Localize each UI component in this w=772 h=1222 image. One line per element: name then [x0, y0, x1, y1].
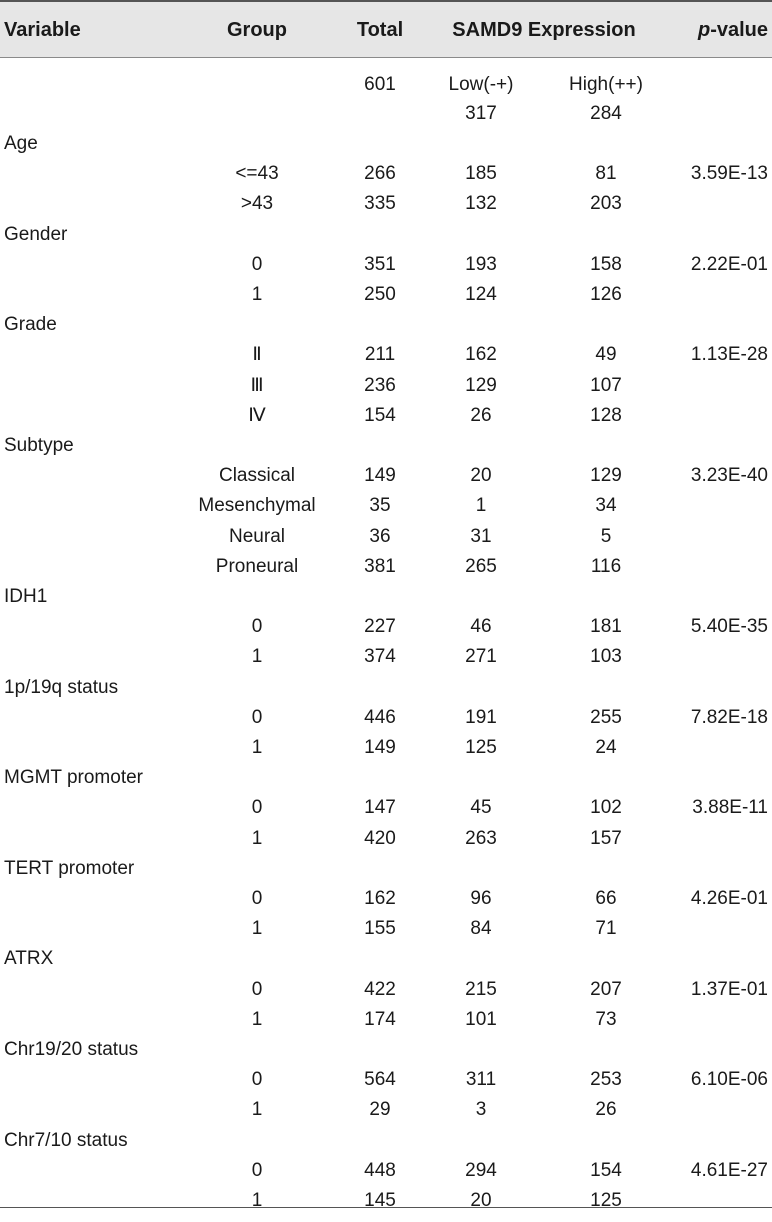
- cell-group: 0: [251, 797, 263, 819]
- summary-low-label: Low(-+): [448, 74, 514, 95]
- cell-low: 20: [470, 465, 492, 487]
- table-row: [0, 703, 772, 733]
- table-row: [0, 250, 772, 280]
- cell-p-value: 3.23E-40: [690, 465, 768, 487]
- header-total: Total: [356, 19, 404, 41]
- cell-group: 1: [251, 827, 263, 849]
- cell-p-value: 3.59E-13: [690, 163, 768, 185]
- summary-low-count: 317: [465, 103, 497, 124]
- cell-low: 294: [465, 1159, 497, 1181]
- cell-high: 26: [595, 1099, 617, 1121]
- cell-total: 174: [364, 1008, 396, 1030]
- cell-group: 1: [251, 1099, 263, 1121]
- table-row: [0, 1095, 772, 1125]
- table-row: [0, 552, 772, 582]
- cell-p-value: 7.82E-18: [690, 706, 768, 728]
- cell-total: 211: [364, 344, 396, 366]
- cell-high: 102: [590, 797, 622, 819]
- cell-high: 255: [590, 706, 622, 728]
- cell-variable: Gender: [4, 223, 68, 245]
- cell-total: 162: [364, 888, 396, 909]
- cell-high: 103: [590, 646, 622, 668]
- cell-total: 374: [364, 646, 396, 668]
- table-row: [0, 824, 772, 854]
- cell-low: 162: [465, 344, 497, 366]
- table-row: [0, 1126, 772, 1156]
- table-row: [0, 280, 772, 310]
- cell-total: 36: [369, 525, 391, 547]
- summary-row-totals: [0, 70, 772, 100]
- cell-high: 154: [590, 1159, 622, 1181]
- cell-p-value: 5.40E-35: [690, 616, 768, 638]
- table-row: [0, 401, 772, 431]
- cell-variable: Chr19/20 status: [4, 1039, 139, 1060]
- cell-total: 147: [364, 797, 396, 819]
- table-row: [0, 884, 772, 914]
- table-row: [0, 1005, 772, 1035]
- cell-p-value: 4.26E-01: [690, 888, 768, 909]
- cell-low: 1: [475, 495, 487, 517]
- cell-total: 564: [364, 1069, 396, 1091]
- cell-high: 203: [590, 193, 622, 215]
- table-row: [0, 340, 772, 370]
- cell-group: >43: [240, 193, 274, 215]
- table-row: [0, 129, 772, 159]
- cell-group: Ⅱ: [252, 344, 262, 366]
- cell-variable: Age: [4, 133, 38, 154]
- cell-high: 107: [590, 374, 622, 396]
- cell-group: 1: [251, 646, 263, 668]
- cell-total: 381: [364, 555, 396, 577]
- header-expression: SAMD9 Expression: [452, 19, 636, 41]
- cell-low: 125: [465, 737, 497, 758]
- cell-group: 1: [251, 1008, 263, 1030]
- cell-group: 0: [251, 978, 263, 1000]
- cell-p-value: 3.88E-11: [692, 797, 768, 819]
- cell-variable: MGMT promoter: [4, 767, 144, 789]
- cell-total: 145: [364, 1190, 396, 1211]
- cell-group: 0: [251, 1069, 263, 1091]
- cell-low: 193: [465, 253, 497, 275]
- cell-high: 207: [590, 978, 622, 1000]
- cell-total: 149: [364, 737, 396, 758]
- table-bottom-rule: [0, 1207, 772, 1208]
- header-p-value: [698, 2, 768, 58]
- cell-p-value: 6.10E-06: [690, 1069, 768, 1091]
- table-row: [0, 522, 772, 552]
- table-row: [0, 159, 772, 189]
- table-row: [0, 431, 772, 461]
- header-group: Group: [227, 19, 287, 41]
- cell-high: 49: [595, 344, 617, 366]
- header-variable: Variable: [4, 19, 81, 41]
- cell-group: Mesenchymal: [198, 495, 316, 517]
- cell-low: 124: [465, 284, 497, 305]
- table-row: [0, 1035, 772, 1065]
- cell-group: Ⅳ: [248, 404, 266, 426]
- table-row: [0, 763, 772, 793]
- cell-group: 1: [251, 284, 263, 305]
- table-row: [0, 491, 772, 521]
- cell-high: 253: [590, 1069, 622, 1091]
- summary-row-counts: [0, 99, 772, 129]
- table-header: [0, 0, 772, 58]
- cell-low: 31: [470, 525, 492, 547]
- cell-low: 311: [465, 1069, 497, 1091]
- cell-high: 158: [590, 253, 622, 275]
- header-p-rest: -value: [710, 19, 768, 41]
- summary-total: 601: [364, 74, 396, 95]
- cell-group: 0: [251, 706, 263, 728]
- cell-variable: 1p/19q status: [4, 676, 119, 698]
- cell-group: 1: [251, 737, 263, 758]
- cell-low: 265: [465, 555, 497, 577]
- table-row: [0, 854, 772, 884]
- cell-high: 34: [595, 495, 617, 517]
- cell-group: 1: [251, 1190, 263, 1211]
- cell-variable: Chr7/10 status: [4, 1129, 128, 1151]
- cell-group: Ⅲ: [250, 374, 264, 396]
- cell-high: 128: [590, 404, 622, 426]
- table-row: [0, 371, 772, 401]
- cell-p-value: 1.13E-28: [690, 344, 768, 366]
- cell-low: 84: [470, 918, 492, 940]
- cell-p-value: 1.37E-01: [690, 978, 768, 1000]
- table-row: [0, 220, 772, 250]
- cell-total: 422: [364, 978, 396, 1000]
- cell-group: Proneural: [215, 555, 299, 577]
- cell-p-value: 4.61E-27: [690, 1159, 768, 1181]
- cell-high: 73: [595, 1008, 617, 1030]
- cell-high: 129: [590, 465, 622, 487]
- cell-total: 35: [369, 495, 391, 517]
- cell-high: 126: [590, 284, 622, 305]
- cell-total: 335: [364, 193, 396, 215]
- cell-low: 3: [475, 1099, 487, 1121]
- cell-total: 351: [364, 253, 396, 275]
- table-row: [0, 914, 772, 944]
- header-p-italic: p: [697, 19, 711, 41]
- cell-total: 155: [364, 918, 396, 940]
- table-row: [0, 1186, 772, 1216]
- cell-low: 191: [465, 706, 497, 728]
- cell-low: 215: [465, 978, 497, 1000]
- cell-group: <=43: [235, 163, 279, 185]
- cell-low: 132: [465, 193, 497, 215]
- cell-group: 1: [251, 918, 263, 940]
- table-row: [0, 975, 772, 1005]
- table-row: [0, 612, 772, 642]
- table-row: [0, 642, 772, 672]
- cell-group: Classical: [218, 465, 296, 487]
- table-row: [0, 582, 772, 612]
- table-row: [0, 733, 772, 763]
- cell-high: 81: [595, 163, 617, 185]
- cell-p-value: 2.22E-01: [690, 253, 768, 275]
- cell-variable: Grade: [4, 314, 57, 336]
- cell-group: Neural: [229, 525, 285, 547]
- table-row: [0, 673, 772, 703]
- cell-group: 0: [251, 1159, 263, 1181]
- cell-variable: IDH1: [4, 586, 48, 607]
- cell-low: 45: [470, 797, 492, 819]
- cell-variable: ATRX: [4, 948, 54, 970]
- cell-total: 149: [364, 465, 396, 487]
- cell-variable: Subtype: [4, 435, 74, 456]
- cell-total: 154: [364, 404, 396, 426]
- cell-total: 446: [364, 706, 396, 728]
- table-row: [0, 189, 772, 219]
- cell-low: 101: [465, 1008, 497, 1030]
- cell-high: 5: [600, 525, 612, 547]
- cell-total: 266: [364, 163, 396, 185]
- cell-low: 20: [470, 1190, 492, 1211]
- cell-low: 271: [465, 646, 497, 668]
- cell-total: 227: [364, 616, 396, 638]
- cell-total: 448: [364, 1159, 396, 1181]
- cell-total: 420: [364, 827, 396, 849]
- cell-variable: TERT promoter: [4, 857, 135, 879]
- cell-high: 71: [595, 918, 617, 940]
- cell-group: 0: [251, 616, 263, 638]
- cell-low: 263: [465, 827, 497, 849]
- table-row: [0, 944, 772, 974]
- cell-total: 236: [364, 374, 396, 396]
- cell-low: 26: [470, 404, 492, 426]
- cell-high: 24: [595, 737, 617, 758]
- cell-low: 129: [465, 374, 497, 396]
- table-row: [0, 1065, 772, 1095]
- cell-high: 157: [590, 827, 622, 849]
- cell-total: 29: [369, 1099, 391, 1121]
- cell-group: 0: [251, 888, 263, 909]
- cell-high: 125: [590, 1190, 622, 1211]
- table-row: [0, 461, 772, 491]
- table-row: [0, 1156, 772, 1186]
- cell-low: 46: [470, 616, 492, 638]
- cell-high: 66: [595, 888, 617, 909]
- cell-total: 250: [364, 284, 396, 305]
- summary-high-label: High(++): [569, 74, 643, 95]
- table-row: [0, 310, 772, 340]
- summary-high-count: 284: [590, 103, 622, 124]
- table-row: [0, 793, 772, 823]
- cell-low: 96: [470, 888, 492, 909]
- cell-high: 116: [590, 555, 622, 577]
- cell-group: 0: [251, 253, 263, 275]
- cell-low: 185: [465, 163, 497, 185]
- cell-high: 181: [590, 616, 622, 638]
